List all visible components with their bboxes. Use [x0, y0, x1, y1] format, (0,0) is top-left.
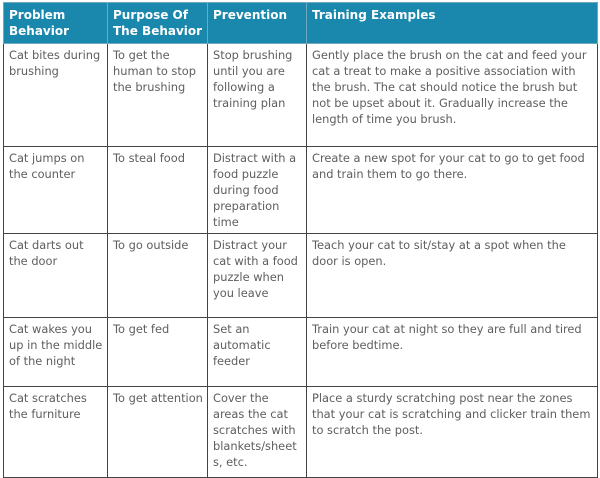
cell-prevention: Distract with a food puzzle during food preparation time: [208, 147, 307, 234]
cell-purpose: To go outside: [108, 234, 208, 318]
cell-training: Gently place the brush on the cat and feed your cat a treat to make a positive association with the brush. The cat should notice the brush but not be upset about it. Gradually increase the length of time you brush.: [307, 44, 598, 147]
cell-purpose: To get the human to stop the brushing: [108, 44, 208, 147]
header-problem-behavior: Problem Behavior: [4, 3, 108, 44]
cell-prevention: Distract your cat with a food puzzle when you leave: [208, 234, 307, 318]
cat-behavior-table: [3, 2, 598, 478]
cell-problem: Cat wakes you up in the middle of the night: [4, 318, 108, 387]
cell-purpose: To get fed: [108, 318, 208, 387]
behavior-table-container: [3, 2, 597, 478]
cell-problem: Cat darts out the door: [4, 234, 108, 318]
cell-prevention: Set an automatic feeder: [208, 318, 307, 387]
table-row: [4, 147, 598, 234]
cell-training: Place a sturdy scratching post near the zones that your cat is scratching and clicker train them to scratch the post.: [307, 387, 598, 478]
cell-problem: Cat jumps on the counter: [4, 147, 108, 234]
cell-problem: Cat scratches the furniture: [4, 387, 108, 478]
cell-training: Train your cat at night so they are full and tired before bedtime.: [307, 318, 598, 387]
cell-prevention: Stop brushing until you are following a training plan: [208, 44, 307, 147]
cell-purpose: To get attention: [108, 387, 208, 478]
table-row: [4, 318, 598, 387]
cell-purpose: To steal food: [108, 147, 208, 234]
table-row: [4, 234, 598, 318]
cell-prevention: Cover the areas the cat scratches with blankets/sheets, etc.: [208, 387, 307, 478]
cell-problem: Cat bites during brushing: [4, 44, 108, 147]
cell-training: Teach your cat to sit/stay at a spot when the door is open.: [307, 234, 598, 318]
header-training-examples: Training Examples: [307, 3, 598, 44]
table-row: [4, 387, 598, 478]
header-prevention: Prevention: [208, 3, 307, 44]
cell-training: Create a new spot for your cat to go to get food and train them to go there.: [307, 147, 598, 234]
table-row: [4, 44, 598, 147]
header-purpose: Purpose Of The Behavior: [108, 3, 208, 44]
table-header-row: [4, 3, 598, 44]
